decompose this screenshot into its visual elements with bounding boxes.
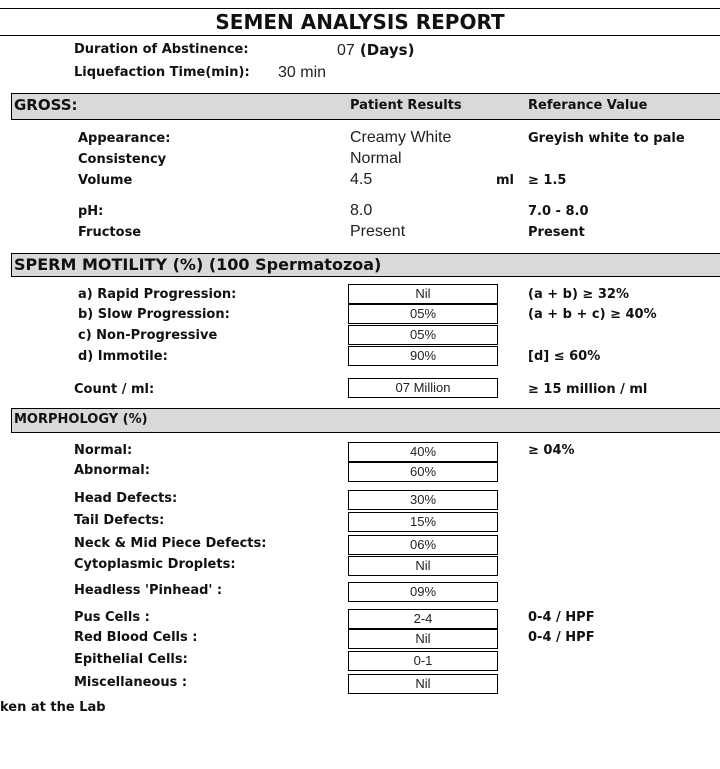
morphology-value-box: Nil: [348, 629, 498, 649]
abstinence-value-group: [337, 40, 414, 60]
morphology-value-box: 09%: [348, 582, 498, 602]
morphology-row-label: Miscellaneous :: [74, 675, 188, 690]
morphology-value-box: 40%: [348, 442, 498, 462]
morphology-row-label: Abnormal:: [74, 463, 150, 478]
abstinence-label: Duration of Abstinence:: [74, 42, 249, 57]
gross-row-label: Appearance:: [78, 131, 171, 146]
gross-heading: GROSS:: [14, 96, 78, 114]
footer-note: ken at the Lab: [0, 700, 106, 715]
motility-row-reference: (a + b) ≥ 32%: [528, 287, 629, 302]
morphology-value-box: Nil: [348, 556, 498, 576]
motility-row-label: b) Slow Progression:: [78, 307, 230, 322]
morphology-value-box: 06%: [348, 535, 498, 555]
gross-row-value: 8.0: [350, 202, 373, 219]
liquefaction-value: 30 min: [278, 64, 327, 81]
motility-value-box: Nil: [348, 284, 498, 304]
morphology-row-reference: ≥ 04%: [528, 443, 575, 458]
gross-row-reference: 7.0 - 8.0: [528, 204, 589, 219]
motility-band-left-border: [11, 253, 12, 277]
morphology-heading: MORPHOLOGY (%): [14, 412, 148, 427]
morphology-value-box: 15%: [348, 512, 498, 532]
morphology-row-reference: 0-4 / HPF: [528, 630, 595, 645]
gross-row-reference: Present: [528, 225, 585, 240]
morphology-row-reference: 0-4 / HPF: [528, 610, 595, 625]
abstinence-value: 07: [337, 42, 355, 59]
gross-row-value: Present: [350, 223, 406, 240]
motility-value-box: 05%: [348, 325, 498, 345]
gross-row-label: Volume: [78, 173, 133, 188]
gross-row-reference: ≥ 1.5: [528, 173, 567, 188]
morphology-row-label: Headless 'Pinhead' :: [74, 583, 223, 598]
morphology-row-label: Red Blood Cells :: [74, 630, 198, 645]
count-value-box: 07 Million: [348, 378, 498, 398]
gross-row-value: Normal: [350, 150, 402, 167]
col-patient-results: Patient Results: [350, 98, 462, 113]
morphology-row-label: Epithelial Cells:: [74, 652, 188, 667]
motility-row-reference: (a + b + c) ≥ 40%: [528, 307, 657, 322]
motility-row-reference: [d] ≤ 60%: [528, 349, 601, 364]
report-title: SEMEN ANALYSIS REPORT: [0, 8, 720, 36]
gross-row-label: pH:: [78, 204, 104, 219]
morphology-value-box: 0-1: [348, 651, 498, 671]
motility-value-box: 05%: [348, 304, 498, 324]
morphology-value-box: Nil: [348, 674, 498, 694]
morphology-row-label: Normal:: [74, 443, 133, 458]
gross-row-label: Consistency: [78, 152, 167, 167]
morphology-row-label: Head Defects:: [74, 491, 178, 506]
gross-row-unit: ml: [496, 173, 515, 188]
abstinence-unit: (Days): [359, 41, 415, 59]
liquefaction-label: Liquefaction Time(min):: [74, 65, 250, 80]
morphology-band-left-border: [11, 408, 12, 433]
gross-band-left-border: [11, 93, 12, 120]
morphology-value-box: 30%: [348, 490, 498, 510]
motility-row-label: a) Rapid Progression:: [78, 287, 237, 302]
gross-row-reference: Greyish white to pale: [528, 131, 685, 146]
motility-value-box: 90%: [348, 346, 498, 366]
motility-row-label: d) Immotile:: [78, 349, 168, 364]
motility-heading: SPERM MOTILITY (%) (100 Spermatozoa): [14, 255, 382, 274]
count-label: Count / ml:: [74, 382, 155, 397]
morphology-value-box: 60%: [348, 462, 498, 482]
morphology-row-label: Cytoplasmic Droplets:: [74, 557, 236, 572]
gross-row-value: 4.5: [350, 171, 373, 188]
morphology-row-label: Pus Cells :: [74, 610, 150, 625]
gross-row-label: Fructose: [78, 225, 142, 240]
morphology-value-box: 2-4: [348, 609, 498, 629]
morphology-row-label: Tail Defects:: [74, 513, 165, 528]
count-reference: ≥ 15 million / ml: [528, 382, 648, 397]
morphology-row-label: Neck & Mid Piece Defects:: [74, 536, 267, 551]
col-reference-value: Referance Value: [528, 98, 648, 113]
motility-row-label: c) Non-Progressive: [78, 328, 218, 343]
gross-row-value: Creamy White: [350, 129, 452, 146]
